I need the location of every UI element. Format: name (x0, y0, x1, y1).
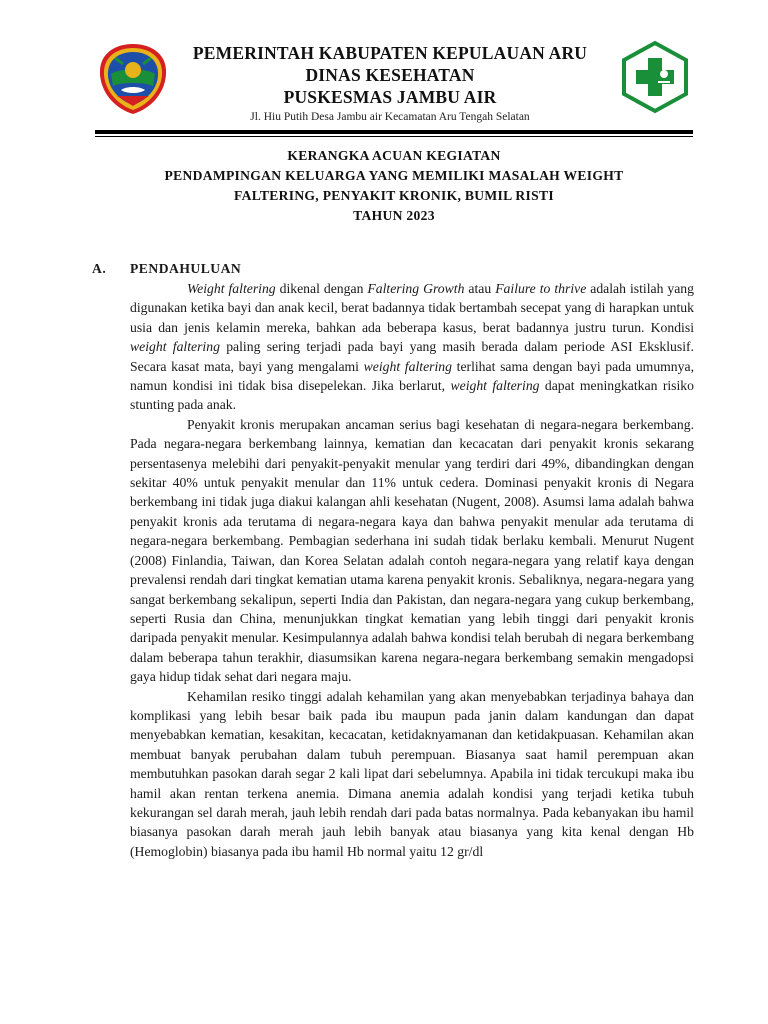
paragraph-span: atau (464, 281, 496, 296)
paragraph-span: Faltering Growth (367, 281, 465, 296)
title-line-3: FALTERING, PENYAKIT KRONIK, BUMIL RISTI (234, 188, 554, 203)
letterhead-rule-thick (95, 130, 693, 134)
paragraph-span: adalah istilah yang digunakan ketika bayi dan anak kecil, berat badannya tidak bertambah secepat yang di harapkan untuk usia dan jenis kelamin mereka, bahkan ada beberapa kasus, berat badannya justru turun. Kondisi (130, 281, 694, 335)
section-title: PENDAHULUAN (130, 261, 242, 276)
document-title (95, 146, 693, 226)
letterhead-rule-thin (95, 136, 693, 137)
title-line-1: KERANGKA ACUAN KEGIATAN (287, 148, 501, 163)
paragraph-span: dikenal dengan (275, 281, 368, 296)
letterhead-government: PEMERINTAH KABUPATEN KEPULAUAN ARU (192, 43, 588, 63)
section-number: A. (92, 261, 107, 276)
title-line-4: TAHUN 2023 (353, 208, 435, 223)
paragraph-span: dapat meningkatkan risiko stunting pada anak. (130, 378, 694, 413)
paragraph-chronic-disease: Penyakit kronis merupakan ancaman serius bagi kesehatan di negara-negara berkembang. Pada negara-negara berkembang lainnya, kematian dan kecacatan dari penyakit kronis sekarang persentasenya melebihi dari penyakit-penyakit menular yang terdiri dari 49%, dibandingkan dengan sekitar 40% untuk penyakit menular dan 11% untuk cedera. Dominasi penyakit kronis di Negara berkembang ini tidak juga diakui kalangan ahli kesehatan (Nugent, 2008). Asumsi lama adalah bahwa penyakit kronis ada terutama di negara-negara kaya dan bahwa penyakit menular ada terutama di negara-negara berkembang. Pembagian sederhana ini sudah tidak berlaku kembali. Menurut Nugent (2008) Finlandia, Taiwan, dan Korea Selatan adalah contoh negara-negara yang relatif kaya dengan prevalensi rendah dari tingkat kematian utama karena penyakit kronis. Sebaliknya, negara-negara yang sangat berkembang sekalipun, seperti India dan Pakistan, dan negara-negara yang cukup berkembang, seperti Rusia dan China, menunjukkan tingkat kematian yang lebih tinggi dari penyakit kronis daripada penyakit menular. Kesimpulannya adalah bahwa kondisi telah berubah di negara berkembang dalam beberapa tahun terakhir, diasumsikan karena negara-negara berkembang semakin mengadopsi gaya hidup tidak sehat dari negara maju. (130, 416, 694, 685)
section-body (130, 279, 694, 861)
paragraph-span: weight faltering (363, 358, 452, 374)
letterhead (160, 42, 620, 108)
paragraph-span: Weight faltering (187, 281, 276, 296)
paragraph-span: terlihat sama dengan bayi pada umumnya, namun kondisi ini tidak bisa disepelekan. Jika berlarut, (130, 358, 694, 394)
title-line-2: PENDAMPINGAN KELUARGA YANG MEMILIKI MASALAH WEIGHT (164, 168, 624, 183)
paragraph-weight-faltering (130, 279, 694, 415)
paragraph-span: Failure to thrive (495, 281, 587, 296)
letterhead-puskesmas: PUSKESMAS JAMBU AIR (283, 87, 497, 107)
paragraph-span: weight faltering (130, 339, 220, 355)
paragraph-span: weight faltering (450, 378, 540, 394)
letterhead-department: DINAS KESEHATAN (305, 65, 475, 85)
regency-crest-icon (97, 42, 169, 116)
paragraph-span: paling sering terjadi pada bayi yang masih berada dalam periode ASI Eksklusif. Secara kasat mata, bayi yang mengalami (130, 339, 694, 374)
puskesmas-cross-icon (619, 40, 691, 114)
paragraph-high-risk-pregnancy: Kehamilan resiko tinggi adalah kehamilan yang akan menyebabkan terjadinya bahaya dan komplikasi yang lebih besar baik pada ibu maupun pada janin dalam kandungan dan dapat menyebabkan kematian, kesakitan, kecacatan, ketidaknyamanan dan ketidakpuasan. Kehamilan akan membuat banyak perubahan dalam tubuh perempuan. Biasanya saat hamil perempuan akan membutuhkan pasokan darah segar 2 kali lipat dari sebelumnya. Apabila ini tidak tercukupi maka ibu hamil akan rentan terkena anemia. Dimana anemia adalah kondisi yang terjadi ketika tubuh kekurangan sel darah merah, jauh lebih rendah dari pada batas normalnya. Pada kebanyakan ibu hamil biasanya pasokan darah merah jauh lebih banyak atau biasanya yang kita kenal dengan Hb (Hemoglobin) biasanya pada ibu hamil Hb normal yaitu 12 gr/dl (130, 688, 694, 859)
letterhead-address: Jl. Hiu Putih Desa Jambu air Kecamatan Aru Tengah Selatan (250, 111, 530, 123)
